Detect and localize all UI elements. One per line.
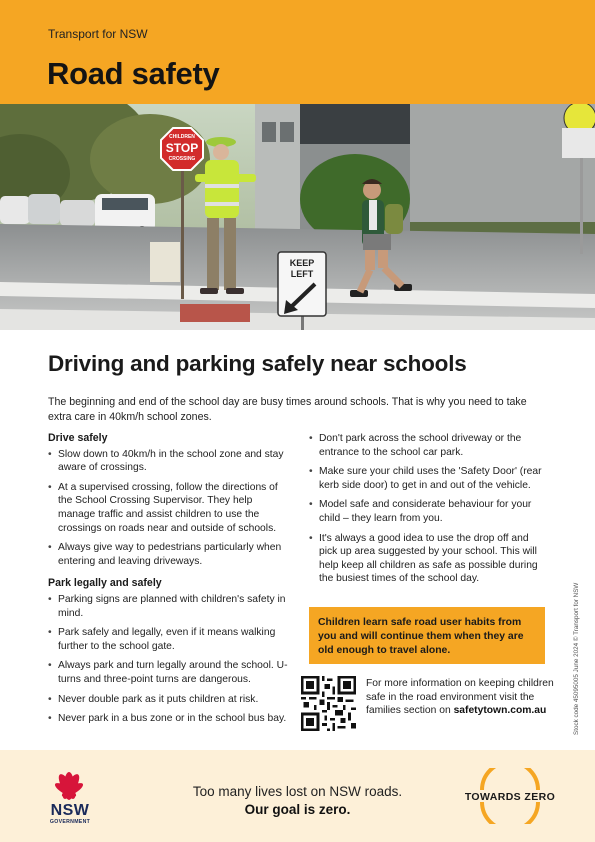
callout-box: Children learn safe road user habits from you and will continue them when they are old enough to travel alone. — [309, 607, 545, 664]
list-item: • Slow down to 40km/h in the school zone and stay aware of crossings. — [48, 448, 288, 475]
list-item: • Don't park across the school driveway or the entrance to the school car park. — [309, 432, 549, 459]
header-banner — [0, 0, 595, 104]
drive-safely-list — [48, 448, 288, 569]
hero-photo — [0, 104, 595, 330]
safetytown-link[interactable]: safetytown.com.au — [453, 705, 547, 717]
left-column — [48, 432, 288, 732]
list-item: • Park safely and legally, even if it means walking further to the school gate. — [48, 626, 288, 653]
park-legally-heading: Park legally and safely — [48, 577, 162, 590]
section-heading: Driving and parking safely near schools — [48, 351, 467, 376]
org-name: Transport for NSW — [48, 27, 148, 41]
list-item: • Parking signs are planned with children's safety in mind. — [48, 593, 288, 620]
footer — [0, 750, 595, 842]
list-item: • Always give way to pedestrians particularly when entering and leaving driveways. — [48, 541, 288, 568]
stop-sign-bottom: CROSSING — [168, 156, 196, 162]
government-wordmark: GOVERNMENT — [49, 819, 91, 825]
list-item: • Never double park as it puts children at risk. — [48, 693, 288, 707]
stop-sign-main: STOP — [165, 141, 199, 155]
keep-left-line2: LEFT — [290, 269, 314, 279]
drive-safely-heading: Drive safely — [48, 432, 108, 444]
intro-paragraph: The beginning and end of the school day are busy times around schools. That is why you need to take extra care in 40km/h school zones. — [48, 396, 527, 423]
list-item: • It's always a good idea to use the drop off and pick up area suggested by your school. This will help keep all children as safe as possible during the busiest times of the school day. — [309, 532, 549, 586]
list-item: • Never park in a bus zone or in the school bus bay. — [48, 712, 288, 726]
nsw-wordmark: NSW — [50, 802, 90, 819]
list-item: • At a supervised crossing, follow the directions of the School Crossing Supervisor. They help manage traffic and assist children to use the crossings on roads near and outside of schools. — [48, 481, 288, 535]
right-column — [309, 432, 549, 592]
more-info-body: For more information on keeping children safe in the road environment visit the families section on — [366, 678, 554, 717]
qr-code-icon[interactable] — [301, 676, 356, 731]
towards-zero-text: TOWARDS ZERO — [464, 791, 556, 803]
stop-sign-top: CHILDREN — [169, 134, 195, 140]
list-item: • Always park and turn legally around the school. U-turns and three-point turns are dangerous. — [48, 659, 288, 686]
stock-code: Stock code 45095005 June 2024 © Transport for NSW — [573, 582, 580, 735]
right-list — [309, 432, 549, 586]
page-title: Road safety — [47, 56, 220, 91]
list-item: • Make sure your child uses the 'Safety Door' (rear kerb side door) to get in and out of the vehicle. — [309, 465, 549, 492]
slogan-line2: Our goal is zero. — [244, 802, 351, 817]
slogan-line1: Too many lives lost on NSW roads. — [192, 784, 403, 799]
keep-left-line1: KEEP — [289, 258, 315, 268]
more-info-text — [366, 677, 556, 718]
park-legally-list — [48, 593, 288, 726]
list-item: • Model safe and considerate behaviour for your child – they learn from you. — [309, 498, 549, 525]
